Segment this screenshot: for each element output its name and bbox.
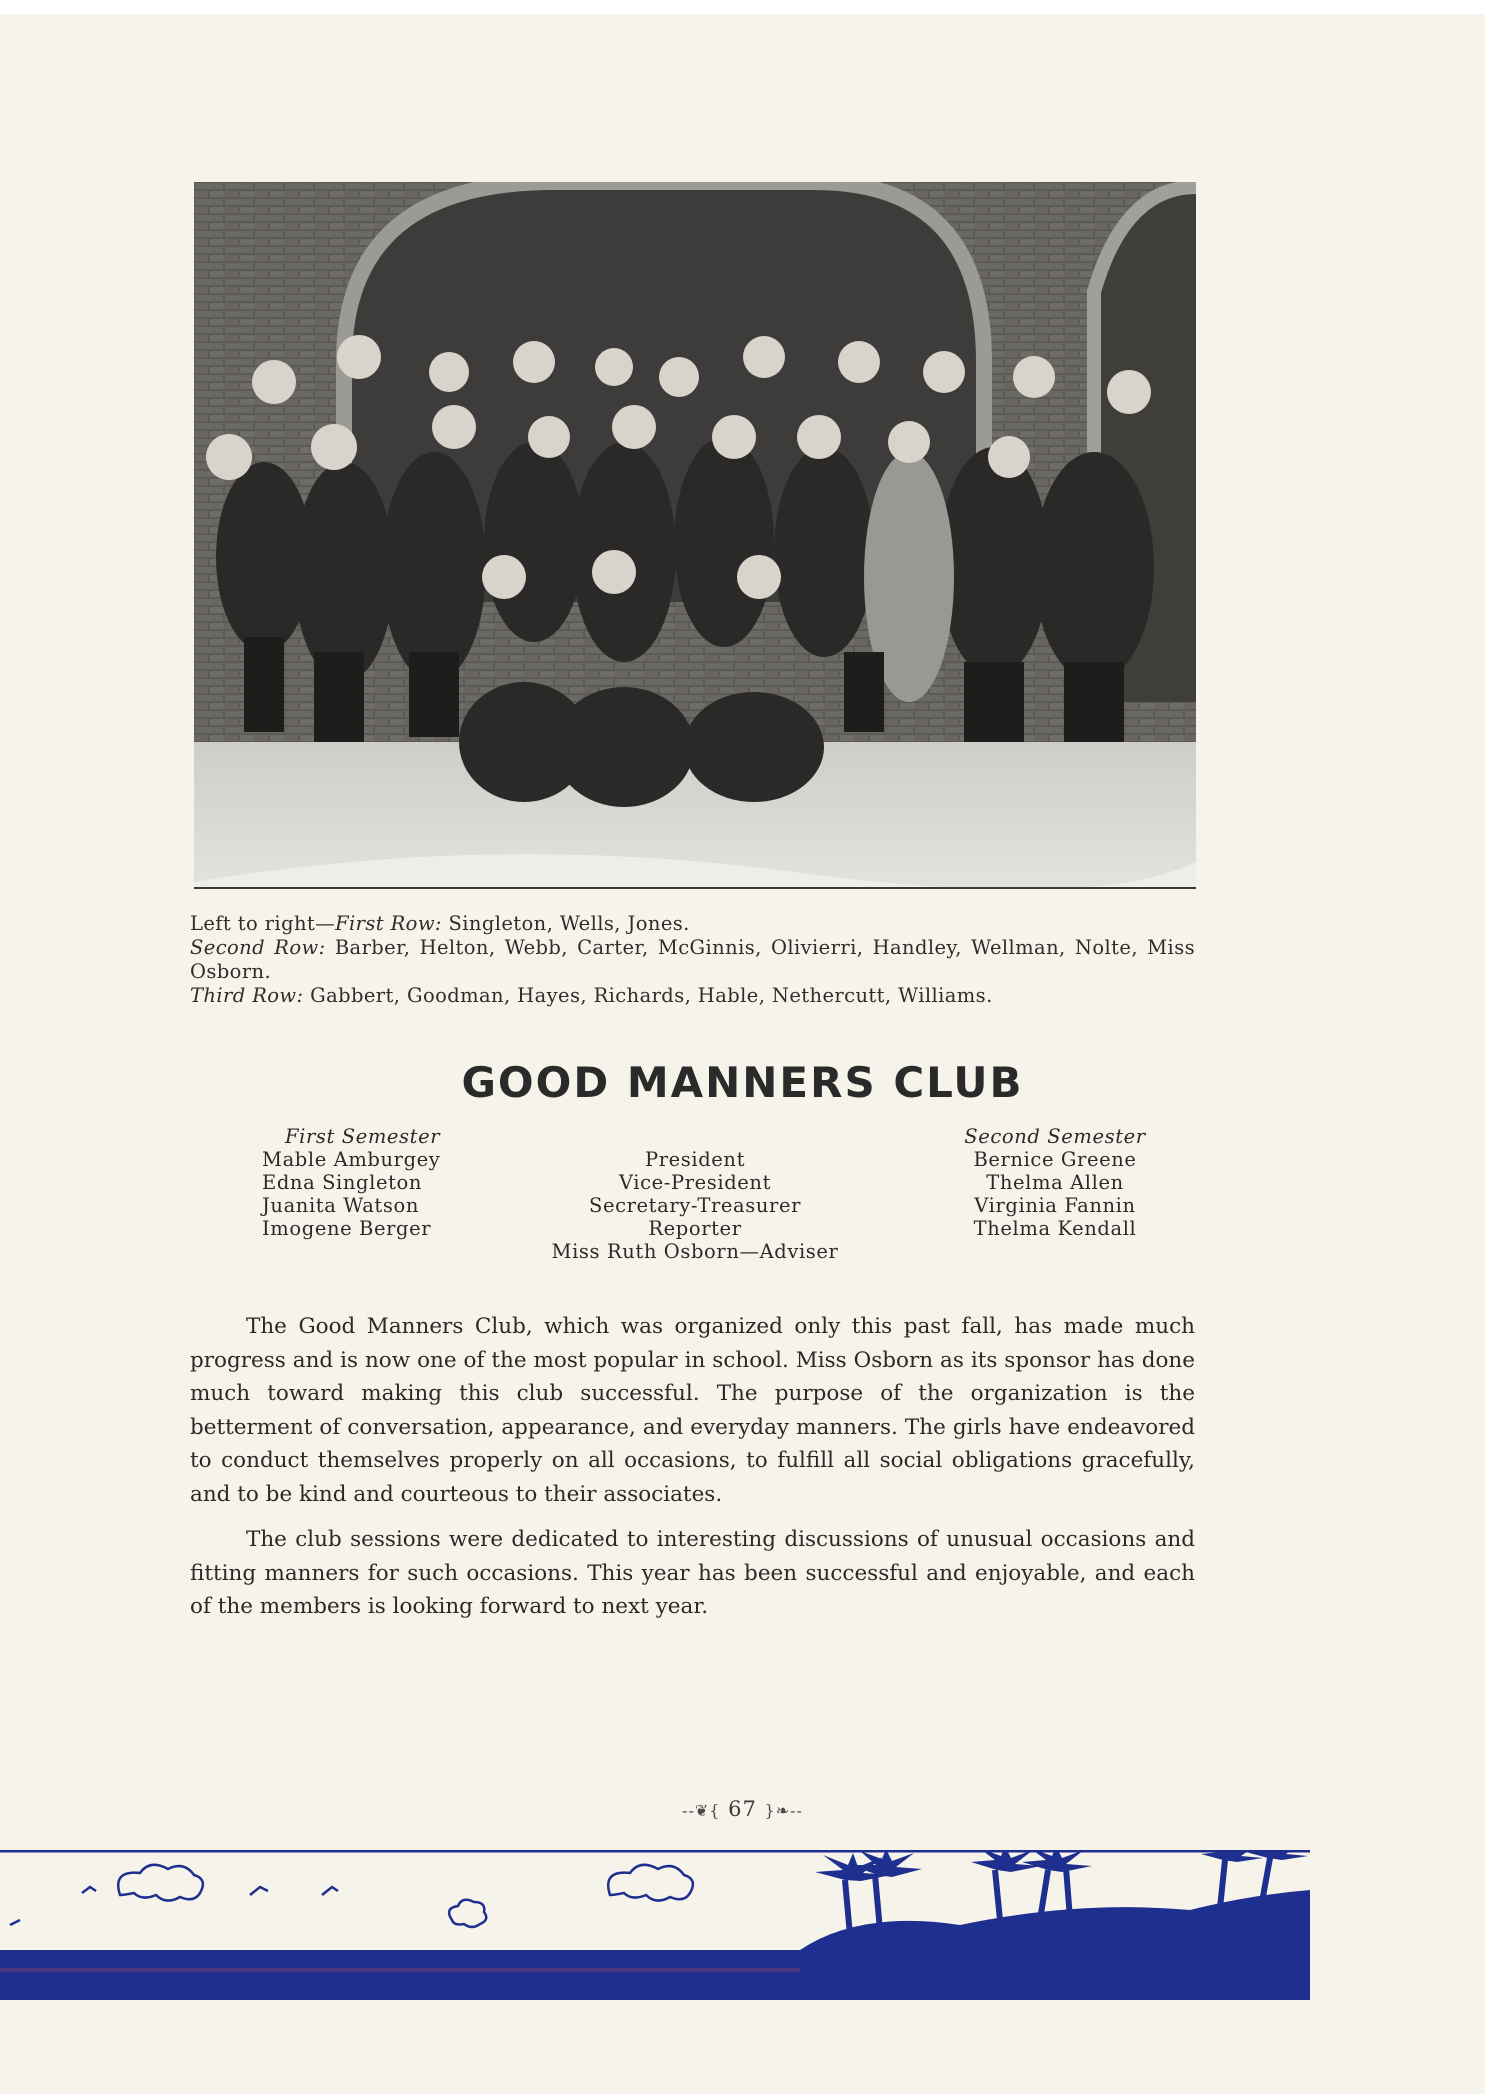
page-number: [0, 1797, 1485, 1821]
office-secretary-treasurer: Secretary-Treasurer: [588, 1194, 802, 1217]
body-paragraph-2: The club sessions were dedicated to interesting discussions of unusual occasions and fitting manners for such occasions. This year has been successful and enjoyable, and each of the members is looking forward to next year.: [190, 1527, 1195, 1619]
page-number-value: 67: [728, 1797, 757, 1821]
adviser: Miss Ruth Osborn—Adviser: [551, 1240, 839, 1263]
folio-right-ornament: }❧--: [764, 1801, 803, 1820]
first-row-label: First Row:: [335, 912, 442, 935]
group-photo: [194, 182, 1196, 889]
footer-border-illustration: [0, 1850, 1485, 2020]
first-semester-column: [262, 1125, 482, 1240]
first-semester-secretary: Juanita Watson: [262, 1194, 419, 1217]
first-semester-president: Mable Amburgey: [262, 1148, 441, 1171]
second-row-names: Barber, Helton, Webb, Carter, McGinnis, Olivierri, Handley, Wellman, Nolte, Miss Osborn.: [190, 936, 1196, 983]
photo-caption: [190, 912, 1195, 1008]
caption-line-3: [190, 984, 1195, 1008]
first-semester-heading: First Semester: [285, 1125, 441, 1148]
footer-landscape-illustration: [0, 1850, 1485, 2020]
first-row-names: Singleton, Wells, Jones.: [441, 912, 690, 935]
second-row-label: Second Row:: [190, 936, 326, 959]
caption-line-2: [190, 936, 1195, 984]
office-reporter: Reporter: [648, 1217, 742, 1240]
second-semester-vice-president: Thelma Allen: [986, 1171, 1124, 1194]
third-row-names: Gabbert, Goodman, Hayes, Richards, Hable, Nethercutt, Williams.: [303, 984, 993, 1007]
second-semester-reporter: Thelma Kendall: [973, 1217, 1137, 1240]
body-paragraph-1: The Good Manners Club, which was organized only this past fall, has made much progress and is now one of the most popular in school. Miss Osborn as its sponsor has done much toward making this club successful. The purpose of the organization is the betterment of conversation, appearance, and everyday manners. The girls have endeavored to conduct themselves properly on all occasions, to fulfill all social obligations gracefully, and to be kind and courteous to their associates.: [190, 1314, 1195, 1507]
second-semester-column: [930, 1125, 1180, 1240]
office-vice-president: Vice-President: [618, 1171, 772, 1194]
page-top-edge: [0, 0, 1485, 14]
offices-column: [540, 1125, 850, 1263]
third-row-label: Third Row:: [190, 984, 304, 1007]
page-title: GOOD MANNERS CLUB: [461, 1058, 1024, 1107]
group-photo-illustration: [194, 182, 1196, 887]
article-body: [190, 1310, 1195, 1636]
second-semester-heading: Second Semester: [964, 1125, 1146, 1148]
second-semester-president: Bernice Greene: [973, 1148, 1137, 1171]
caption-line-1: [190, 912, 1195, 936]
caption-lead: Left to right—: [190, 912, 336, 935]
folio-left-ornament: --❦{: [682, 1801, 721, 1820]
office-president: President: [644, 1148, 746, 1171]
first-semester-reporter: Imogene Berger: [262, 1217, 432, 1240]
first-semester-vice-president: Edna Singleton: [262, 1171, 423, 1194]
second-semester-secretary: Virginia Fannin: [974, 1194, 1136, 1217]
